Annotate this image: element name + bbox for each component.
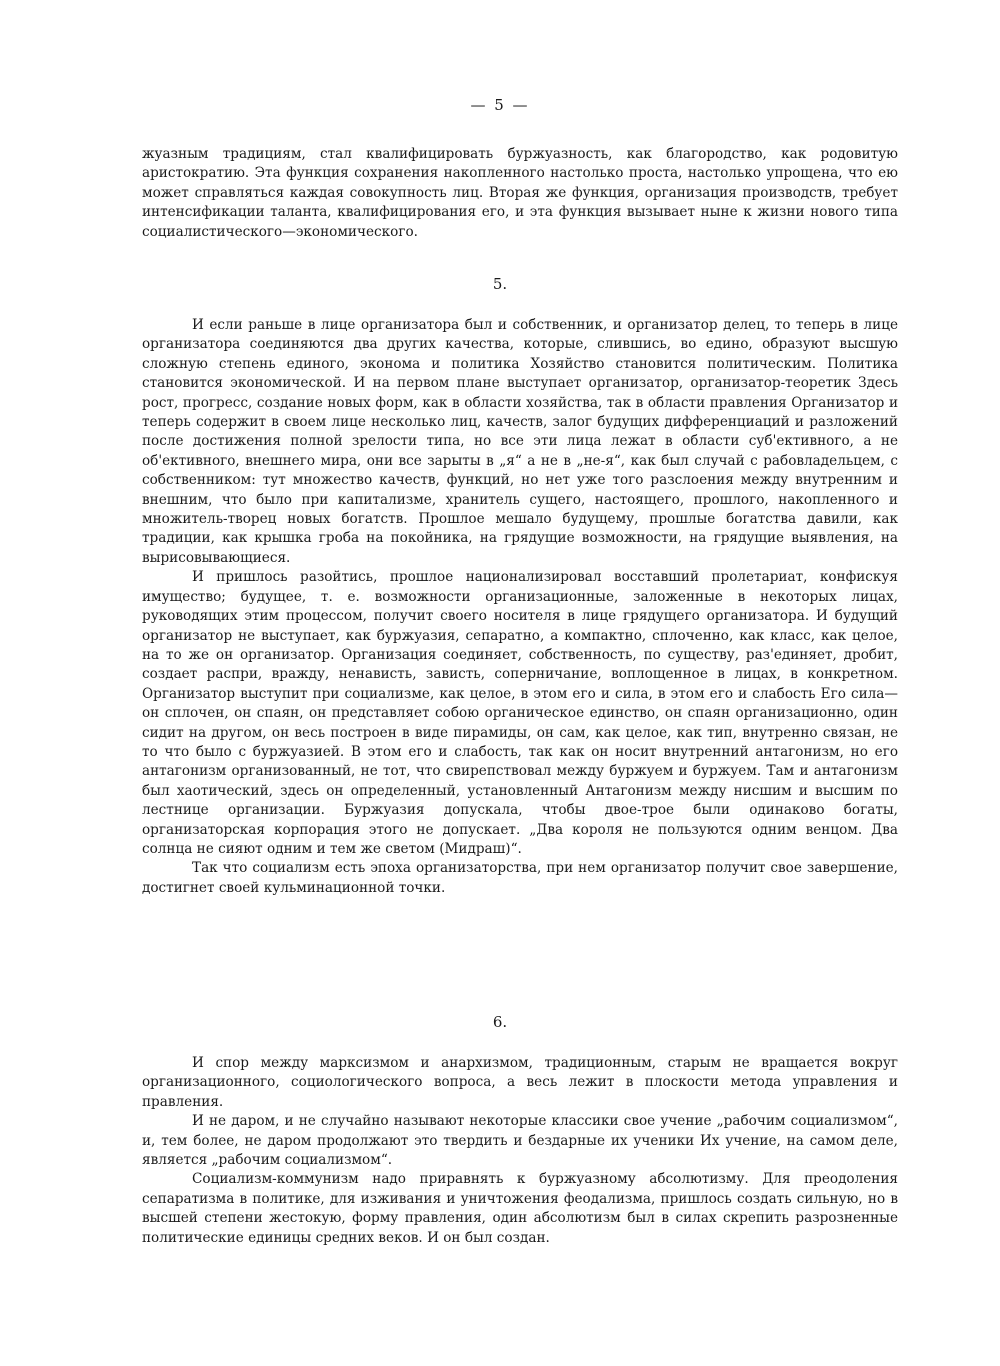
section-6-text-block (142, 1054, 898, 1248)
paragraph: И спор между марксизмом и анархизмом, традиционным, старым не вращается вокруг организационного, социологического вопроса, а весь лежит в плоскости метода управления и правления. (142, 1055, 898, 1110)
section-5-text-block (142, 316, 898, 898)
paragraph: Социализм-коммунизм надо приравнять к буржуазному абсолютизму. Для преодоления сепаратизма в политике, для изживания и уничтожения феодализма, пришлось создать сильную, но в высшей степени жестокую, форму правления, один абсолютизм был в силах скрепить разрозненные политические единицы средних веков. И он был создан. (142, 1171, 898, 1246)
paragraph: И пришлось разойтись, прошлое национализировал восставший пролетариат, конфискуя имущество; будущее, т. е. возможности организационные, заложенные в некоторых лицах, руководящих этим процессом, получит своего носителя в лице грядущего организатора. И будущий организатор не выступает, как буржуазия, сепаратно, а компактно, сплоченно, как класс, как целое, на то же он организатор. Организация соединяет, собственность, по существу, раз'единяет, дробит, создает распри, вражду, ненависть, зависть, соперничание, воплощенное в лицах, в конкретном. Организатор выступит при социализме, как целое, в этом его и сила, в этом его и слабость Его сила—он сплочен, он спаян, он представляет собою органическое единство, он спаян организационно, один сидит на другом, он весь построен в виде пирамиды, он сам, как целое, как тип, внутренно связан, не то что было с буржуазией. В этом его и слабость, так как он носит внутренний антагонизм, но его антагонизм организованный, не тот, что свирепствовал между буржуем и буржуем. Там и антагонизм был хаотический, здесь он определенный, установленный Антагонизм между нисшим и высшим по лестнице организации. Буржуазия допускала, чтобы двое-трое были одинаково богаты, организаторская корпорация этого не допускает. „Два короля не пользуются одним венцом. Два солнца не сияют одним и тем же светом (Мидраш)“. (142, 569, 898, 857)
section-heading-5: 5. (492, 275, 508, 293)
page-number: — 5 — (470, 96, 530, 114)
paragraph: жуазным традициям, стал квалифицировать буржуазность, как благородство, как родовитую аристократию. Эта функция сохранения накопленного настолько проста, настолько упрощена, что ею может справляться каждая совокупность лиц. Вторая же функция, организация производств, требует интенсификации таланта, квалифицирования его, и эта функция вызывает ныне к жизни нового типа социалистического—экономического. (142, 146, 898, 240)
section-heading-6: 6. (492, 1013, 508, 1031)
continuation-text-block (142, 145, 898, 242)
paragraph: И если раньше в лице организатора был и собственник, и организатор делец, то теперь в лице организатора соединяются два других качества, которые, слившись, во едино, образуют высшую сложную степень единого, эконома и политика Хозяйство становится политическим. Политика становится экономической. И на первом плане выступает организатор, организатор-теоретик Здесь рост, прогресс, создание новых форм, как в области хозяйства, так в области правления Организатор и теперь содержит в своем лице несколько лиц, качеств, залог будущих дифференциаций и разложений после достижения полной зрелости типа, но все эти лица лежат в области суб'ективного, а не об'ективного, внешнего мира, они все зарыты в „я“ а не в „не-я“, как был случай с рабовладельцем, с собственником: тут множество качеств, функций, но нет уже того разслоения между внутренним и внешним, что было при капитализме, хранитель сущего, настоящего, прошлого, накопленного и множитель-творец новых богатств. Прошлое мешало будущему, прошлые богатства давили, как традиции, как крышка гроба на покойника, на грядущие возможности, на грядущие выявления, на вырисовывающиеся. (142, 317, 898, 566)
paragraph: И не даром, и не случайно называют некоторые классики свое учение „рабочим социализмом“, и, тем более, не даром продолжают это твердить и бездарные их ученики Их учение, на самом деле, является „рабочим социализмом“. (142, 1113, 898, 1169)
paragraph: Так что социализм есть эпоха организаторства, при нем организатор получит свое завершение, достигнет своей кульминационной точки. (142, 860, 898, 896)
